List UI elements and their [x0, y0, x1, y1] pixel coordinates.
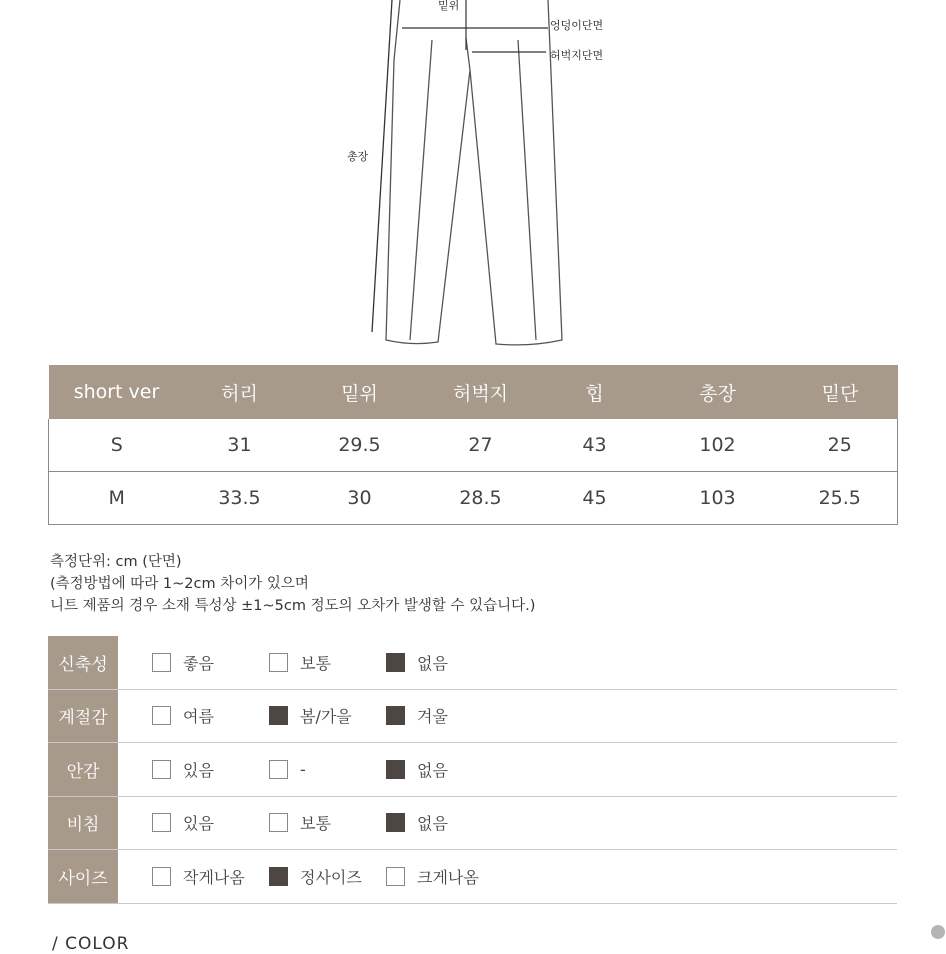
option-label: 작게나옴	[183, 867, 245, 887]
checkbox	[269, 867, 288, 886]
attribute-label: 계절감	[48, 690, 118, 743]
checkbox	[386, 813, 405, 832]
table-cell: S	[49, 419, 185, 472]
option-label: 좋음	[183, 653, 214, 673]
option	[269, 651, 386, 674]
note-knit: 니트 제품의 경우 소재 특성상 ±1~5cm 정도의 오차가 발생할 수 있습니다.)	[50, 598, 536, 614]
note-method: (측정방법에 따라 1~2cm 차이가 있으며	[50, 576, 309, 592]
header-waist: 허리	[185, 365, 295, 419]
table-cell: 30	[295, 472, 425, 525]
table-cell: 28.5	[425, 472, 537, 525]
checkbox	[152, 706, 171, 725]
note-unit: 측정단위: cm (단면)	[50, 554, 182, 570]
table-cell: 27	[425, 419, 537, 472]
header-rise: 밑위	[295, 365, 425, 419]
rise-label: 밑위	[438, 0, 460, 12]
option	[269, 811, 386, 834]
checkbox	[386, 867, 405, 886]
option-label: 봄/가을	[300, 707, 352, 727]
length-label: 총장	[347, 150, 369, 163]
option-label: 여름	[183, 707, 214, 727]
attribute-chart	[48, 636, 897, 904]
checkbox	[152, 867, 171, 886]
option-label: 크게나옴	[417, 867, 479, 887]
attribute-row-sheer	[48, 797, 897, 851]
checkbox	[386, 653, 405, 672]
header-hip: 힙	[537, 365, 653, 419]
option	[386, 651, 503, 674]
attribute-row-stretch	[48, 636, 897, 690]
measurement-notes	[50, 551, 535, 617]
attribute-row-season	[48, 690, 897, 744]
option	[386, 811, 503, 834]
option	[269, 865, 386, 888]
option	[152, 651, 269, 674]
scroll-indicator[interactable]	[931, 925, 945, 939]
checkbox	[386, 706, 405, 725]
table-cell: 103	[653, 472, 783, 525]
attribute-label: 사이즈	[48, 850, 118, 903]
checkbox	[269, 706, 288, 725]
attribute-row-lining	[48, 743, 897, 797]
size-table	[48, 365, 898, 525]
pants-diagram	[0, 0, 946, 360]
option-label: 없음	[417, 760, 448, 780]
attribute-label: 비침	[48, 797, 118, 850]
checkbox	[269, 760, 288, 779]
option	[152, 704, 269, 727]
option-label: 겨울	[417, 707, 448, 727]
table-cell: 45	[537, 472, 653, 525]
table-cell: 31	[185, 419, 295, 472]
option-label: 있음	[183, 760, 214, 780]
header-length: 총장	[653, 365, 783, 419]
checkbox	[386, 760, 405, 779]
option-label: 보통	[300, 653, 331, 673]
table-row	[49, 472, 898, 525]
option-label: 있음	[183, 814, 214, 834]
option	[269, 704, 386, 727]
table-cell: 102	[653, 419, 783, 472]
hip-label: 엉덩이단면	[550, 19, 604, 32]
option-label: 보통	[300, 814, 331, 834]
option	[152, 758, 269, 781]
pants-drawing	[0, 0, 946, 360]
checkbox	[152, 760, 171, 779]
option-label: 없음	[417, 653, 448, 673]
table-cell: 29.5	[295, 419, 425, 472]
option-label: -	[300, 759, 306, 779]
option	[386, 704, 503, 727]
checkbox	[152, 653, 171, 672]
option-label: 없음	[417, 814, 448, 834]
table-cell: 25	[783, 419, 898, 472]
option	[152, 811, 269, 834]
table-cell: 43	[537, 419, 653, 472]
table-cell: M	[49, 472, 185, 525]
color-section-heading: / COLOR	[52, 934, 130, 954]
option	[152, 865, 269, 888]
header-thigh: 허벅지	[425, 365, 537, 419]
option	[386, 865, 503, 888]
table-cell: 25.5	[783, 472, 898, 525]
attribute-label: 안감	[48, 743, 118, 796]
header-hem: 밑단	[783, 365, 898, 419]
attribute-label: 신축성	[48, 636, 118, 689]
attribute-row-fit	[48, 850, 897, 904]
option	[269, 760, 386, 779]
thigh-label: 허벅지단면	[550, 49, 604, 62]
size-table-header	[49, 365, 898, 419]
checkbox	[269, 653, 288, 672]
option	[386, 758, 503, 781]
header-version: short ver	[49, 365, 185, 419]
option-label: 정사이즈	[300, 867, 362, 887]
table-cell: 33.5	[185, 472, 295, 525]
table-row	[49, 419, 898, 472]
checkbox	[269, 813, 288, 832]
checkbox	[152, 813, 171, 832]
